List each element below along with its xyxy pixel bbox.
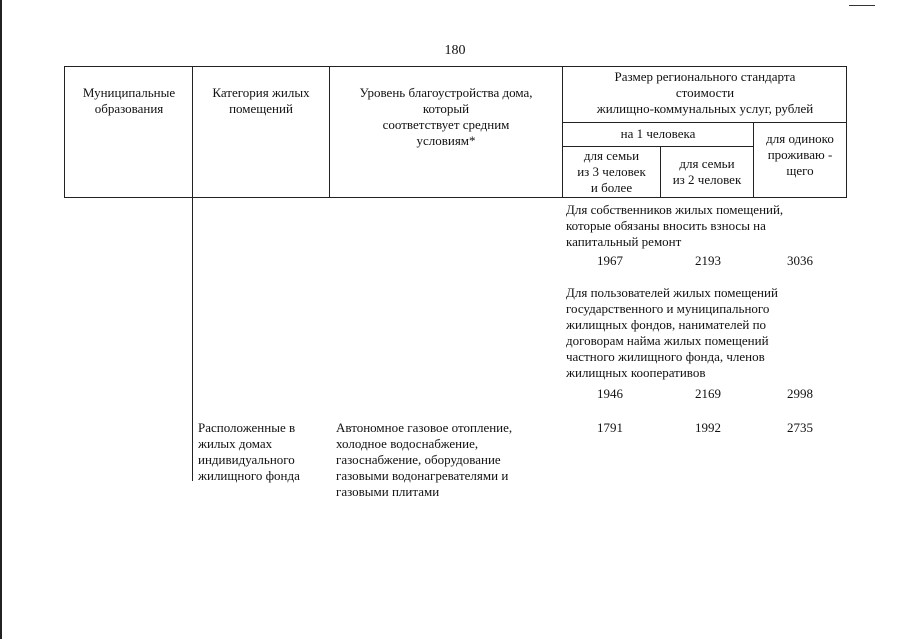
header-standard-size [564,69,846,117]
value-owners-single: 3036 [787,253,813,268]
row-category [198,420,328,484]
col-border-7 [846,66,847,198]
header-top-border [64,66,847,67]
col-border-3 [329,66,330,198]
header-level-line: соответствует средним [382,117,510,132]
page-left-edge [0,0,2,639]
section-heading-line: жилищных фондов, нанимателей по [566,317,767,332]
header-standard-line: Размер регионального стандарта [614,69,796,84]
header-family-3-line: для семьи [583,148,640,163]
header-level-line: условиям* [416,133,476,148]
header-family-2-line: из 2 человек [672,172,742,187]
page-number: 180 [444,43,466,58]
header-municipal: Муниципальные образования [82,85,176,116]
value-users-family-2: 2169 [695,386,721,401]
value-row-family-2: 1992 [695,420,721,435]
row-level [336,420,562,500]
value-row-family-3: 1791 [597,420,623,435]
header-family-3 [563,148,660,196]
header-family-3-line: и более [590,180,633,195]
section-heading-line: Для пользователей жилых помещений [566,285,778,300]
col-border-1 [64,66,65,198]
section-heading-line: жилищных кооперативов [566,365,706,380]
section-heading-line: которые обязаны вносить взносы на [566,218,766,233]
value-users-single: 2998 [787,386,813,401]
header-standard-line: стоимости [675,85,735,100]
header-single-line: щего [786,163,814,178]
header-bottom-border [64,197,847,198]
header-family-2 [661,156,753,188]
header-subsplit-border [562,146,753,147]
row-level-line: газоснабжение, оборудование [336,452,501,467]
section-heading-line: государственного и муниципального [566,301,770,316]
row-category-line: индивидуального [198,452,295,467]
section-heading-line: капитальный ремонт [566,234,682,249]
row-level-line: газовыми плитами [336,484,440,499]
value-owners-family-3: 1967 [597,253,623,268]
header-single-line: проживаю - [767,147,833,162]
section-heading-line: Для собственников жилых помещений, [566,202,784,217]
header-single-line: для одиноко [766,131,834,146]
header-per-person: на 1 человека [620,126,696,141]
section-heading-owners [566,202,856,250]
value-users-family-3: 1946 [597,386,623,401]
row-category-line: жилых домах [198,436,273,451]
row-level-line: холодное водоснабжение, [336,436,479,451]
row-level-line: Автономное газовое отопление, [336,420,513,435]
row-category-line: Расположенные в [198,420,296,435]
header-split-border [562,122,847,123]
header-level-line: который [422,101,470,116]
section-heading-line: договорам найма жилых помещений [566,333,769,348]
col-border-2 [192,66,193,481]
header-single [754,131,846,179]
header-family-2-line: для семьи [679,156,735,171]
value-owners-family-2: 2193 [695,253,721,268]
header-category: Категория жилых помещений [212,85,310,116]
header-level [332,85,560,149]
row-category-line: жилищного фонда [198,468,300,483]
scan-mark [849,5,875,6]
row-level-line: газовыми водонагревателями и [336,468,509,483]
section-heading-users [566,285,856,381]
header-standard-line: жилищно-коммунальных услуг, рублей [596,101,814,116]
value-row-single: 2735 [787,420,813,435]
header-level-line: Уровень благоустройства дома, [359,85,533,100]
header-family-3-line: из 3 человек [577,164,646,179]
section-heading-line: частного жилищного фонда, членов [566,349,765,364]
